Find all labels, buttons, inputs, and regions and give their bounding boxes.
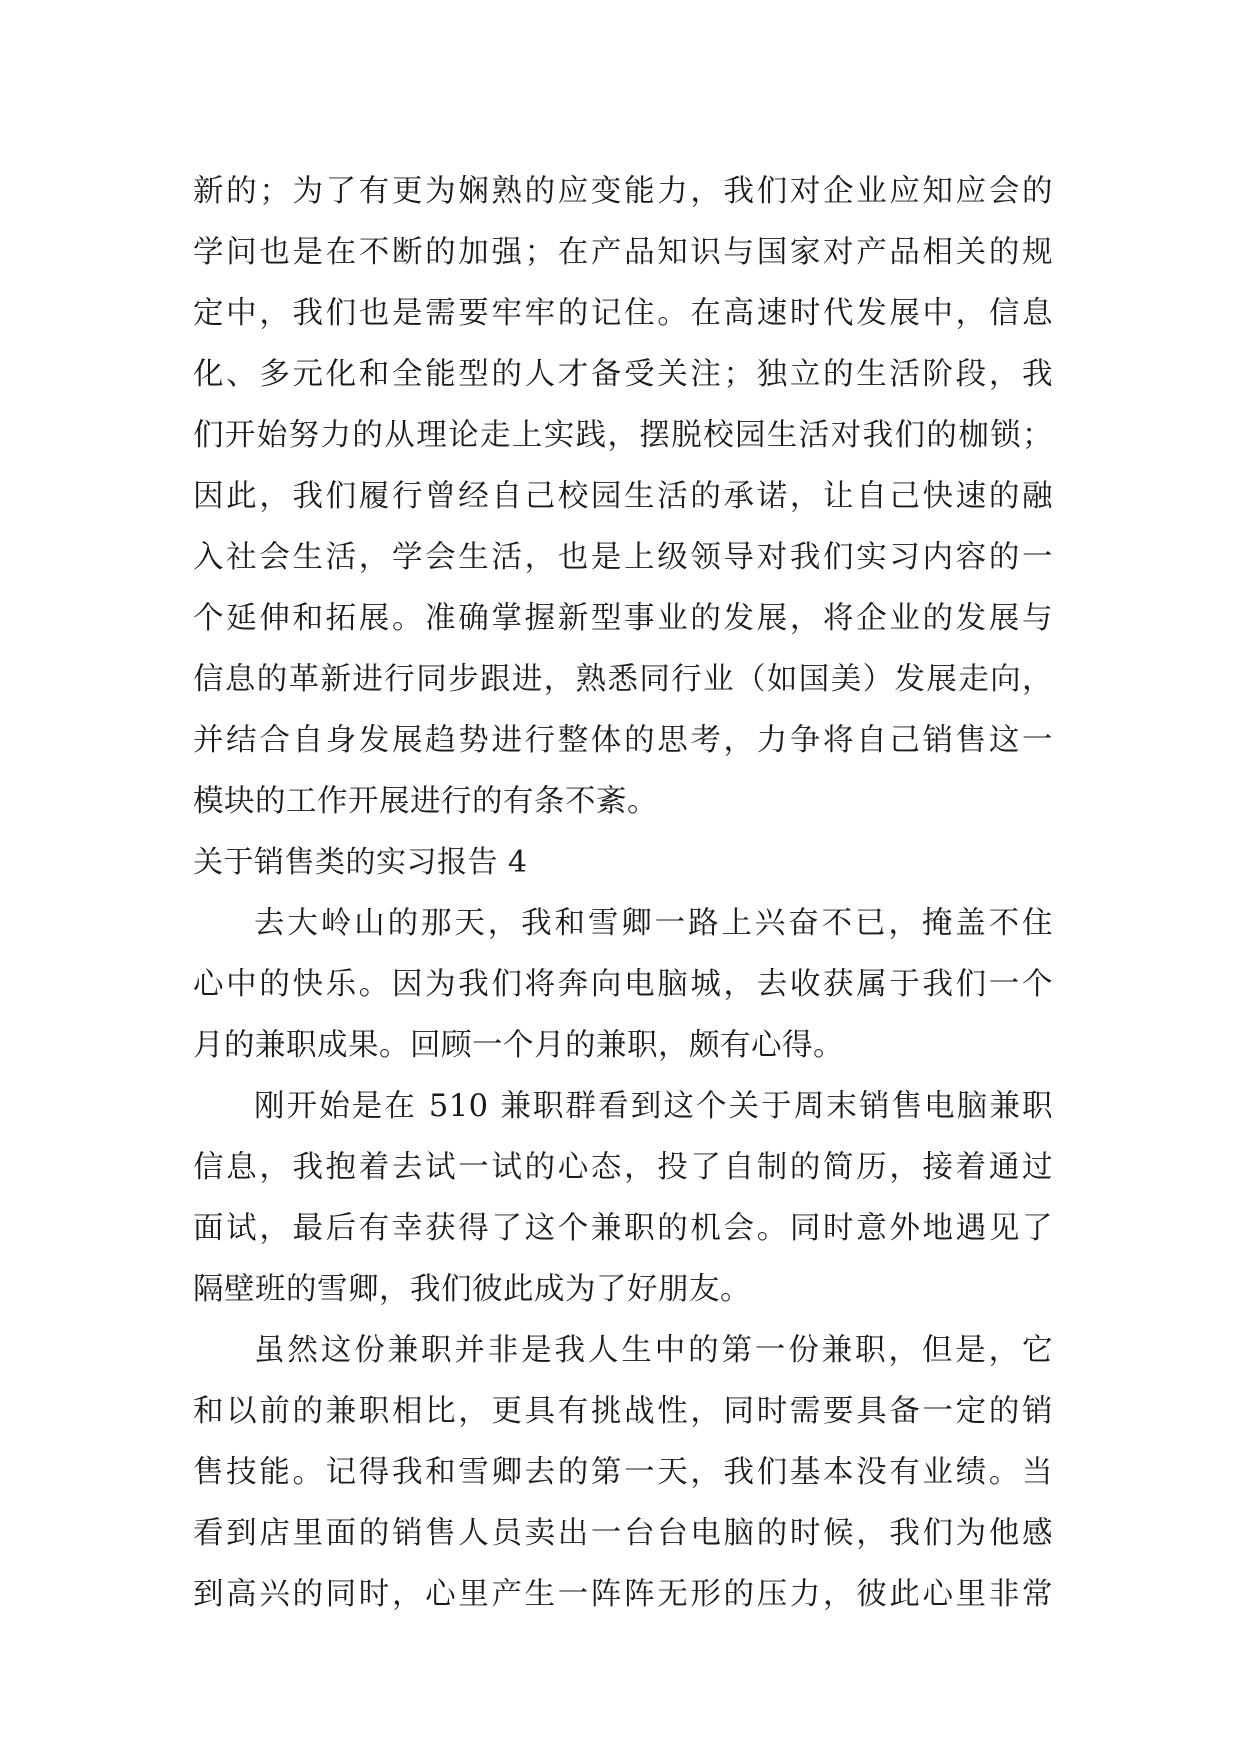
text-line: 信息的革新进行同步跟进，熟悉同行业（如国美）发展走向， xyxy=(193,662,1053,697)
text-line: 到高兴的同时，心里产生一阵阵无形的压力，彼此心里非常 xyxy=(193,1577,1053,1612)
text-line: 隔壁班的雪卿，我们彼此成为了好朋友。 xyxy=(193,1272,751,1307)
text-line: 新的；为了有更为娴熟的应变能力，我们对企业应知应会的 xyxy=(193,174,1053,209)
text-line: 化、多元化和全能型的人才备受关注；独立的生活阶段，我 xyxy=(193,357,1053,392)
text-line: 们开始努力的从理论走上实践，摆脱校园生活对我们的枷锁； xyxy=(193,418,1053,453)
text-line: 看到店里面的销售人员卖出一台台电脑的时候，我们为他感 xyxy=(193,1516,1053,1551)
text-line: 学问也是在不断的加强；在产品知识与国家对产品相关的规 xyxy=(193,235,1053,270)
document-body xyxy=(193,161,1053,1625)
paragraph xyxy=(193,1076,1053,1320)
text-line: 面试，最后有幸获得了这个兼职的机会。同时意外地遇见了 xyxy=(193,1211,1053,1246)
text-line: 售技能。记得我和雪卿去的第一天，我们基本没有业绩。当 xyxy=(193,1455,1053,1490)
text-line: 月的兼职成果。回顾一个月的兼职，颇有心得。 xyxy=(193,1028,844,1063)
text-line: 并结合自身发展趋势进行整体的思考，力争将自己销售这一 xyxy=(193,723,1053,758)
text-line: 入社会生活，学会生活，也是上级领导对我们实习内容的一 xyxy=(193,540,1053,575)
text-line: 因此，我们履行曾经自己校园生活的承诺，让自己快速的融 xyxy=(193,479,1053,514)
text-line: 模块的工作开展进行的有条不紊。 xyxy=(193,784,658,819)
paragraph xyxy=(193,893,1053,1076)
text-line: 虽然这份兼职并非是我人生中的第一份兼职，但是，它 xyxy=(254,1333,1053,1368)
text-line: 刚开始是在 510 兼职群看到这个关于周末销售电脑兼职 xyxy=(254,1089,1053,1124)
paragraph-continued xyxy=(193,161,1053,832)
text-line: 定中，我们也是需要牢牢的记住。在高速时代发展中，信息 xyxy=(193,296,1053,331)
text-line: 信息，我抱着去试一试的心态，投了自制的简历，接着通过 xyxy=(193,1150,1053,1185)
text-line: 心中的快乐。因为我们将奔向电脑城，去收获属于我们一个 xyxy=(193,967,1053,1002)
text-line: 和以前的兼职相比，更具有挑战性，同时需要具备一定的销 xyxy=(193,1394,1053,1429)
paragraph xyxy=(193,1320,1053,1625)
section-heading: 关于销售类的实习报告 4 xyxy=(193,845,528,880)
text-line: 个延伸和拓展。准确掌握新型事业的发展，将企业的发展与 xyxy=(193,601,1053,636)
text-line: 去大岭山的那天，我和雪卿一路上兴奋不已，掩盖不住 xyxy=(254,906,1053,941)
